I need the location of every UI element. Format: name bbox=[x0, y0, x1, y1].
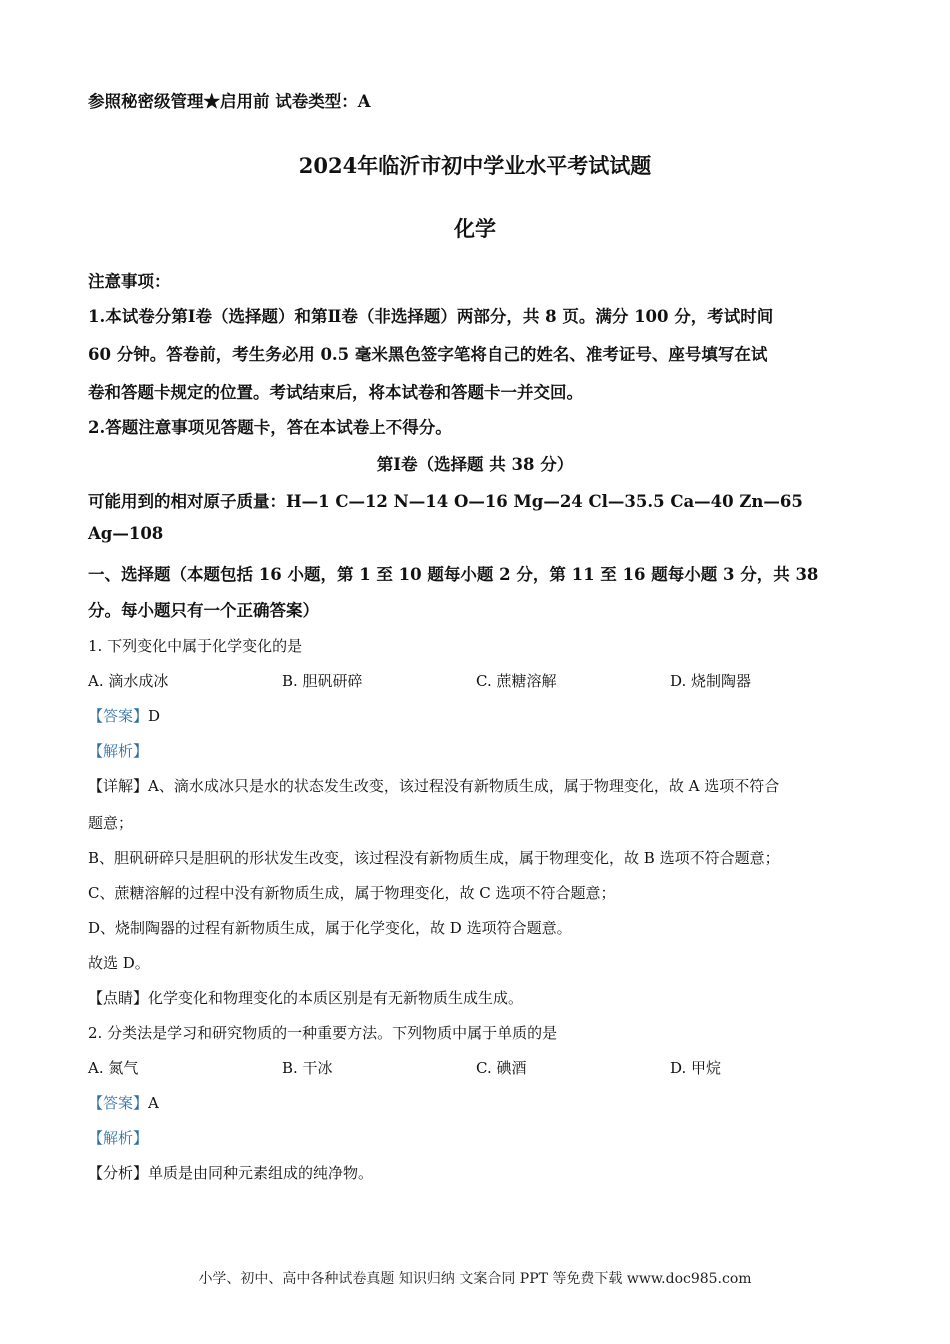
notice-p2: 2.答题注意事项见答题卡，答在本试卷上不得分。 bbox=[88, 418, 452, 437]
q2-analysis-tag: 【解析】 bbox=[88, 1129, 149, 1147]
q1-detail-line3: B、胆矾研碎只是胆矾的形状发生改变，该过程没有新物质生成，属于物理变化，故 B 选项不符合题意； bbox=[88, 849, 780, 867]
part1-title: 第Ⅰ卷（选择题 共 38 分） bbox=[376, 455, 574, 474]
notice-heading: 注意事项： bbox=[88, 272, 171, 291]
q1-stem: 1. 下列变化中属于化学变化的是 bbox=[88, 637, 303, 655]
tip-text: 化学变化和物理变化的本质区别是有无新物质生成生成。 bbox=[148, 989, 524, 1007]
answer-value: D bbox=[148, 707, 161, 725]
notice-p1-line1: 1.本试卷分第Ⅰ卷（选择题）和第Ⅱ卷（非选择题）两部分，共 8 页。满分 100 分，考试时间 bbox=[88, 307, 774, 326]
q2-analyze bbox=[88, 1162, 373, 1183]
atomic-mass-line2: Ag—108 bbox=[88, 524, 164, 543]
q2-stem: 2. 分类法是学习和研究物质的一种重要方法。下列物质中属于单质的是 bbox=[88, 1024, 558, 1042]
atomic-mass-line1: 可能用到的相对原子质量：H—1 C—12 N—14 O—16 Mg—24 Cl—35.5 Ca—40 Zn—65 bbox=[88, 492, 803, 511]
answer-tag: 【答案】 bbox=[88, 1094, 149, 1112]
analyze-tag: 【分析】 bbox=[88, 1164, 149, 1182]
q1-detail-line2: 题意； bbox=[88, 814, 134, 832]
analyze-text: 单质是由同种元素组成的纯净物。 bbox=[148, 1164, 374, 1182]
secret-level-header: 参照秘密级管理★启用前 试卷类型：A bbox=[88, 92, 371, 111]
q1-option-b: B. 胆矾研碎 bbox=[282, 672, 363, 690]
exam-title: 2024年临沂市初中学业水平考试试题 bbox=[298, 153, 652, 178]
tip-tag: 【点睛】 bbox=[88, 989, 149, 1007]
q1-detail-line1 bbox=[88, 775, 779, 796]
section1-instruction-line2: 分。每小题只有一个正确答案） bbox=[88, 601, 319, 620]
q1-tip bbox=[88, 987, 523, 1008]
page-footer: 小学、初中、高中各种试卷真题 知识归纳 文案合同 PPT 等免费下载 www.doc985.com bbox=[198, 1271, 752, 1287]
q1-answer bbox=[88, 705, 160, 726]
subject-title: 化学 bbox=[454, 216, 496, 241]
notice-p1-line3: 卷和答题卡规定的位置。考试结束后，将本试卷和答题卡一并交回。 bbox=[88, 383, 583, 402]
detail-tag: 【详解】 bbox=[88, 777, 149, 795]
section1-instruction-line1: 一、选择题（本题包括 16 小题，第 1 至 10 题每小题 2 分，第 11 至 16 题每小题 3 分，共 38 bbox=[88, 565, 819, 584]
q1-detail-line5: D、烧制陶器的过程有新物质生成，属于化学变化，故 D 选项符合题意。 bbox=[88, 919, 572, 937]
q2-option-b: B. 干冰 bbox=[282, 1059, 333, 1077]
q1-detail-line6: 故选 D。 bbox=[88, 954, 150, 972]
answer-tag: 【答案】 bbox=[88, 707, 149, 725]
q2-option-d: D. 甲烷 bbox=[670, 1059, 722, 1077]
q2-option-c: C. 碘酒 bbox=[476, 1059, 527, 1077]
q2-answer bbox=[88, 1092, 159, 1113]
q2-option-a: A. 氮气 bbox=[88, 1059, 139, 1077]
notice-p1-line2: 60 分钟。答卷前，考生务必用 0.5 毫米黑色签字笔将自己的姓名、准考证号、座号填写在试 bbox=[88, 345, 768, 364]
q1-detail-line4: C、蔗糖溶解的过程中没有新物质生成，属于物理变化，故 C 选项不符合题意； bbox=[88, 884, 616, 902]
q1-option-a: A. 滴水成冰 bbox=[88, 672, 169, 690]
q1-option-d: D. 烧制陶器 bbox=[670, 672, 752, 690]
detail-text: A、滴水成冰只是水的状态发生改变，该过程没有新物质生成，属于物理变化，故 A 选项不符合 bbox=[148, 777, 780, 795]
answer-value: A bbox=[148, 1094, 159, 1112]
q1-option-c: C. 蔗糖溶解 bbox=[476, 672, 557, 690]
q1-analysis-tag: 【解析】 bbox=[88, 742, 149, 760]
